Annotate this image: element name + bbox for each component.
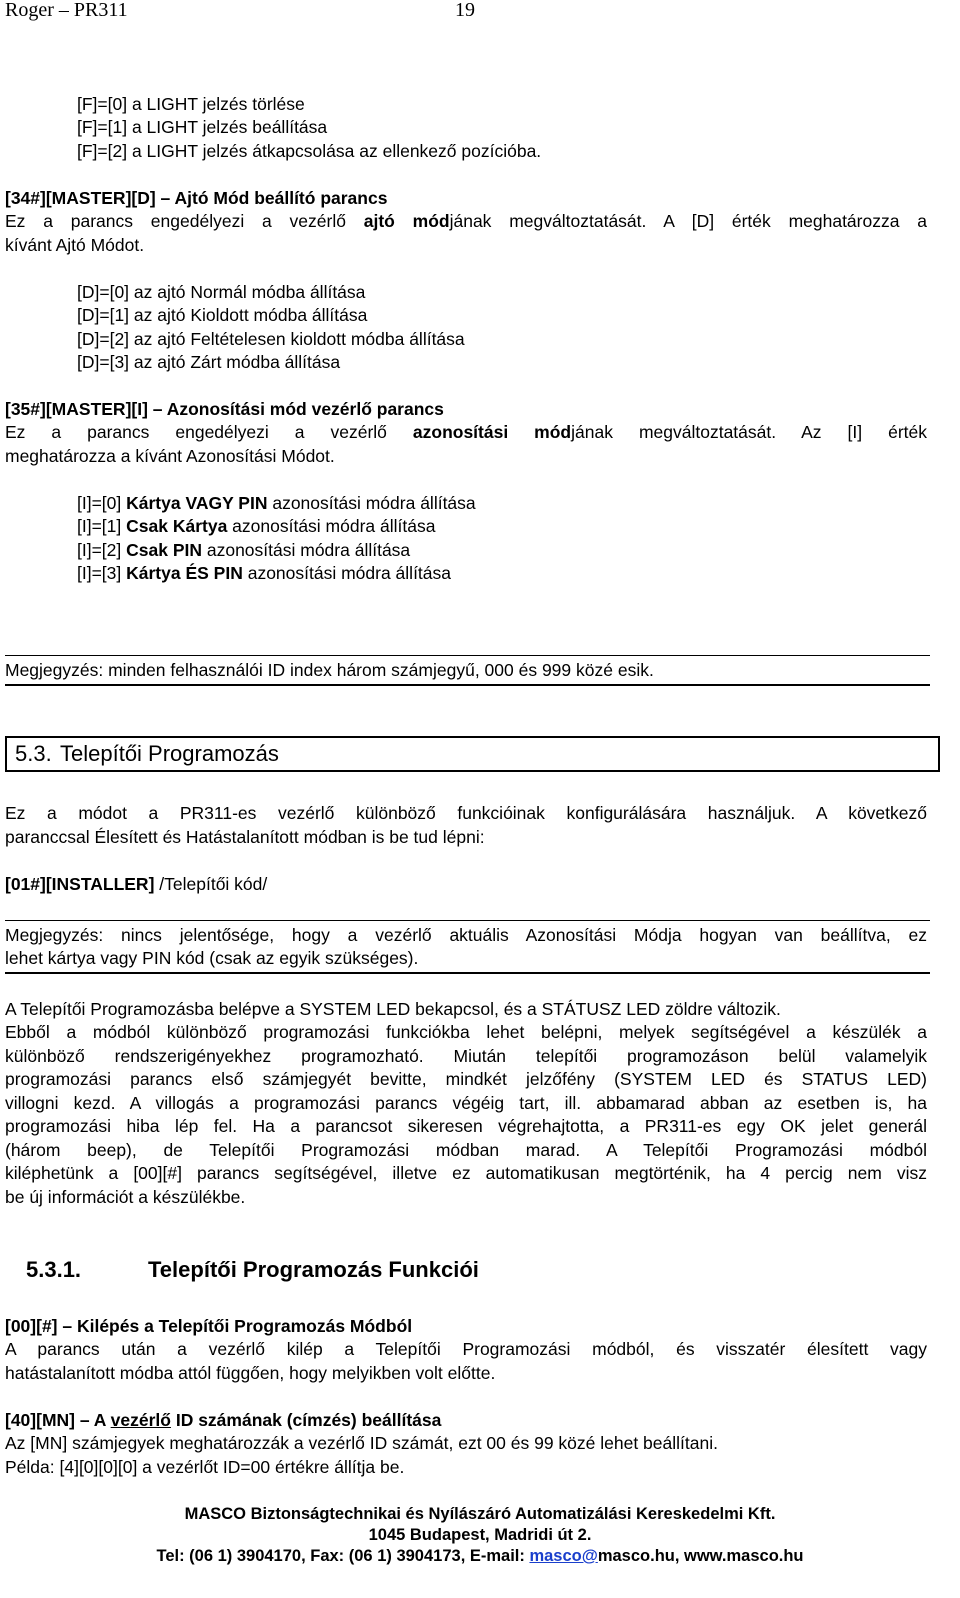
footer-company: MASCO Biztonságtechnikai és Nyílászáró Automatizálási Kereskedelmi Kft. — [184, 1505, 776, 1523]
note2-divider-bottom — [5, 972, 930, 974]
email-link[interactable]: masco@ — [529, 1547, 598, 1565]
door-mode-option: [D]=[2] az ajtó Feltételesen kioldott módba állítása — [77, 329, 465, 349]
id-mode-option: [I]=[3] Kártya ÉS PIN azonosítási módra állítása — [77, 563, 452, 583]
cmd00-title: [00][#] – Kilépés a Telepítői Programozás Módból — [5, 1316, 413, 1336]
para-line: Ebből a módból különböző programozási funkciókba lehet belépni, melyek segítségével a készülék a — [5, 1022, 927, 1042]
cmd40-line2: Példa: [4][0][0][0] a vezérlőt ID=00 értékre állítja be. — [5, 1457, 405, 1477]
header-title: Roger – PR311 — [5, 0, 128, 21]
cmd40-title: [40][MN] – A vezérlő ID számának (címzés) beállítása — [5, 1410, 442, 1430]
note2-line2: lehet kártya vagy PIN kód (csak az egyik szükséges). — [5, 948, 419, 968]
note-divider-top — [5, 655, 930, 656]
subsection-number: 5.3.1. — [26, 1257, 82, 1282]
door-mode-option: [D]=[1] az ajtó Kioldott módba állítása — [77, 305, 368, 325]
note2-divider-top — [5, 920, 930, 921]
cmd35-desc-line1: Ez a parancs engedélyezi a vezérlő azonosítási módjának megváltoztatását. Az [I] érték — [5, 422, 928, 442]
door-mode-option: [D]=[3] az ajtó Zárt módba állítása — [77, 352, 341, 372]
cmd34-title: [34#][MASTER][D] – Ajtó Mód beállító parancs — [5, 188, 388, 208]
cmd34-desc-line1: Ez a parancs engedélyezi a vezérlő ajtó módjának megváltoztatását. A [D] érték meghatározza a — [5, 211, 927, 231]
para-line: (három beep), de Telepítői Programozási módban marad. A Telepítői Programozási módból — [5, 1140, 927, 1160]
id-mode-option: [I]=[0] Kártya VAGY PIN azonosítási módra állítása — [77, 493, 476, 513]
note2-line1: Megjegyzés: nincs jelentősége, hogy a vezérlő aktuális Azonosítási Módja hogyan van beállítva, ez — [5, 925, 927, 945]
para-line: programozási hiba lép fel. Ha a parancsot sikeresen végrehajtotta, a PR311-es egy OK jelet generál — [5, 1116, 927, 1136]
intro-line2: paranccsal Élesített és Hatástalanított módban is be tud lépni: — [5, 827, 485, 847]
intro-line1: Ez a módot a PR311-es vezérlő különböző funkcióinak konfigurálására használjuk. A következő — [5, 803, 927, 823]
id-mode-option: [I]=[2] Csak PIN azonosítási módra állítása — [77, 540, 411, 560]
page-number: 19 — [455, 0, 475, 21]
para-line: különböző rendszerigényekhez programozható. Miután telepítői programozáson belül valamelyik — [5, 1046, 927, 1066]
para-line: kiléphetünk a [00][#] parancs segítségével, illetve ez automatikusan megtörténik, ha 4 percig nem visz — [5, 1163, 927, 1183]
light-option: [F]=[1] a LIGHT jelzés beállítása — [77, 117, 328, 137]
para-line: programozási parancs első számjegyét bevitte, mindkét jelzőfény (SYSTEM LED és STATUS LED) — [5, 1069, 927, 1089]
note-divider-bottom — [5, 684, 930, 686]
subsection-title: Telepítői Programozás Funkciói — [148, 1257, 479, 1282]
cmd35-desc-line2: meghatározza a kívánt Azonosítási Módot. — [5, 446, 335, 466]
para-line: villogni kezd. A villogás a programozási parancs végéig tart, ill. abbamarad abban az esetben is, ha — [5, 1093, 927, 1113]
light-option: [F]=[2] a LIGHT jelzés átkapcsolása az ellenkező pozícióba. — [77, 141, 542, 161]
footer-address: 1045 Budapest, Madridi út 2. — [368, 1526, 592, 1544]
cmd00-line1: A parancs után a vezérlő kilép a Telepítői Programozási módból, és visszatér élesített vagy — [5, 1339, 927, 1359]
id-mode-option: [I]=[1] Csak Kártya azonosítási módra állítása — [77, 516, 436, 536]
door-mode-option: [D]=[0] az ajtó Normál módba állítása — [77, 282, 366, 302]
para-line: be új információt a készülékbe. — [5, 1187, 246, 1207]
footer-contact: Tel: (06 1) 3904170, Fax: (06 1) 3904173, E-mail: masco@masco.hu, www.masco.hu — [156, 1547, 804, 1565]
installer-command: [01#][INSTALLER] /Telepítői kód/ — [5, 874, 268, 894]
cmd35-title: [35#][MASTER][I] – Azonosítási mód vezérlő parancs — [5, 399, 444, 419]
cmd40-line1: Az [MN] számjegyek meghatározzák a vezérlő ID számát, ezt 00 és 99 közé lehet beállítani. — [5, 1433, 718, 1453]
cmd34-desc-line2: kívánt Ajtó Módot. — [5, 235, 145, 255]
light-option: [F]=[0] a LIGHT jelzés törlése — [77, 94, 305, 114]
cmd00-line2: hatástalanított módba attól függően, hogy melyikben volt előtte. — [5, 1363, 496, 1383]
section-number: 5.3. — [15, 741, 52, 766]
section-title: Telepítői Programozás — [60, 741, 279, 766]
para-line: A Telepítői Programozásba belépve a SYSTEM LED bekapcsol, és a STÁTUSZ LED zöldre változik. — [5, 999, 781, 1019]
note-user-id: Megjegyzés: minden felhasználói ID index három számjegyű, 000 és 999 közé esik. — [5, 660, 654, 680]
